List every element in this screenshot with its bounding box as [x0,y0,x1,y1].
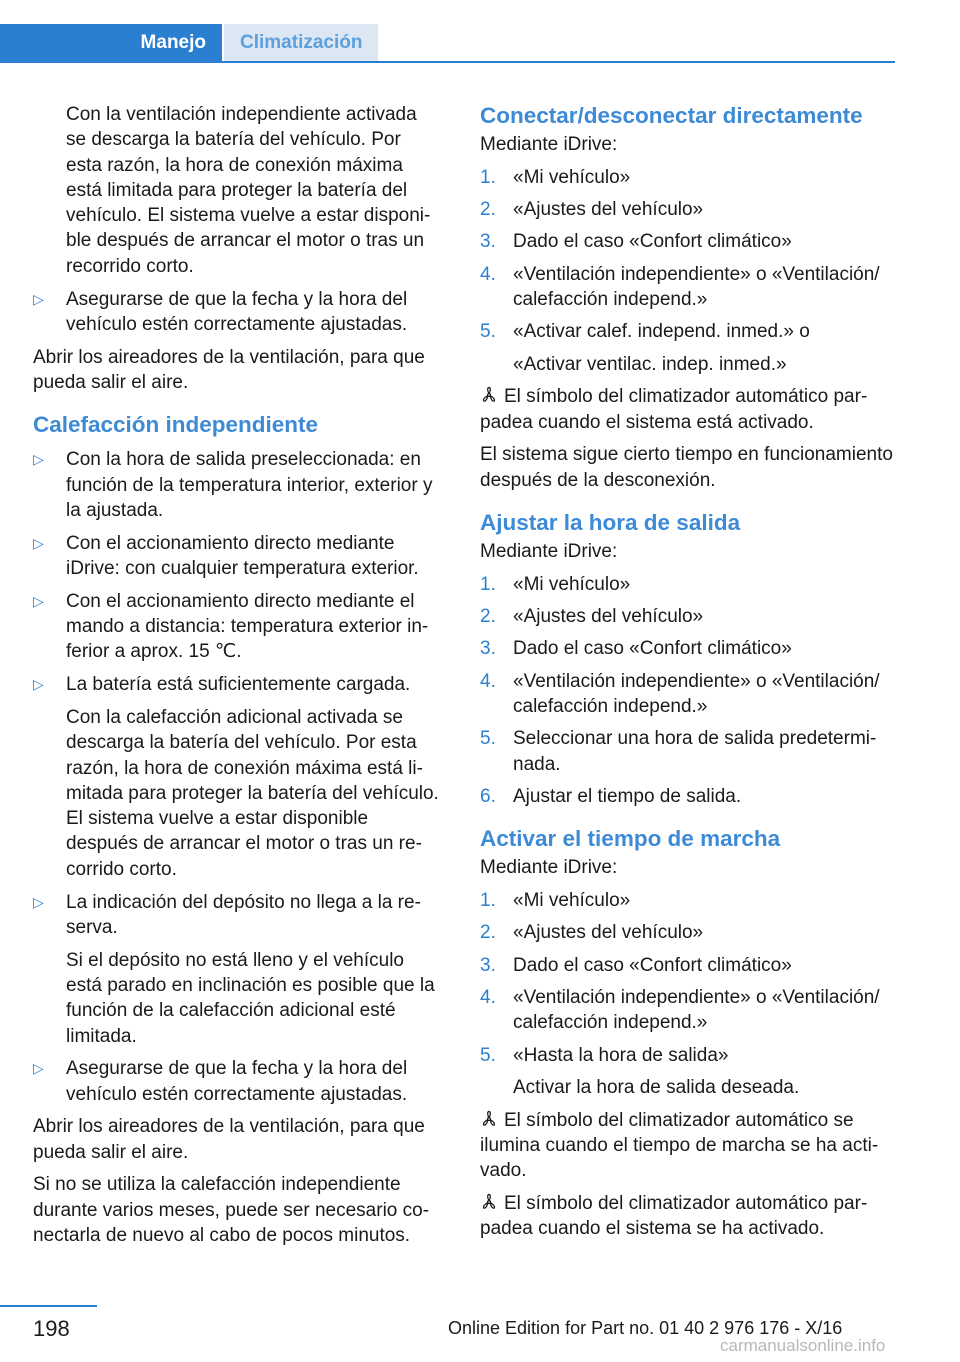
bullet-item: ▷ Asegurarse de que la fecha y la hora del vehículo estén correctamente ajustadas. [33,1058,408,1105]
numbered-list [480,165,900,378]
lead-text: Mediante iDrive: [480,857,618,879]
section-heading: Conectar/desconectar directamente [480,103,863,128]
section-heading: Activar el tiempo de marcha [480,826,781,852]
bullet-item: ▷ Con la hora de salida preseleccionada: en función de la temperatura interior, exterior y la ajustada. [33,449,433,521]
list-item: 2. «Ajustes del vehículo» [480,199,704,221]
bullet-subtext: Con la calefacción adicional activada se descarga la batería del vehículo. Por esta razón, la hora de conexión máxima está limitada para proteger la batería del vehículo. El sistema vuelve a estar disponible después de arrancar el motor o tras un recorrido corto. [66,706,439,880]
list-item: 5. «Hasta la hora de salida» Activar la hora de salida deseada. [480,1043,900,1101]
bullet-triangle-icon: ▷ [33,592,44,609]
list-subtext: «Activar ventilac. indep. inmed.» [513,354,787,376]
lead-text: Mediante iDrive: [480,541,618,563]
section-tab-manejo[interactable] [0,24,222,63]
bullet-triangle-icon: ▷ [33,534,44,551]
bullet-triangle-icon: ▷ [33,290,44,307]
bullet-triangle-icon: ▷ [33,451,44,468]
list-item: 5. Seleccionar una hora de salida predeterminada. [480,728,877,775]
list-item: 1. «Mi vehículo» [480,573,631,595]
right-column [480,102,900,1249]
fan-icon [480,1193,498,1211]
list-item: 2. «Ajustes del vehículo» [480,922,704,944]
edition-line: Online Edition for Part no. 01 40 2 976 176 - X/16 [448,1318,843,1338]
left-column [33,102,441,1256]
paragraph: Abrir los aireadores de la ventilación, para que pueda salir el aire. [33,346,425,393]
watermark: carmanualsonline.info [720,1336,886,1355]
list-item: 1. «Mi vehículo» [480,166,631,188]
footer-rule [0,1305,97,1307]
list-item: 4. «Ventilación independiente» o «Ventilación/ calefacción independ.» [480,986,880,1034]
list-item: 3. Dado el caso «Confort climático» [480,954,792,976]
symbol-note: El símbolo del climatizador automático se ilumina cuando el tiempo de marcha se ha activado. [480,1109,879,1182]
fan-icon [480,386,498,404]
bullet-item: ▷ La indicación del depósito no llega a la reserva. Si el depósito no está lleno y el vehículo está parado en inclinación es posible que la función de la calefacción adicional esté limitada. [33,890,441,1049]
section-tab-label: Manejo [140,32,206,53]
bullet-triangle-icon: ▷ [33,893,44,910]
bullet-subtext: Si el depósito no está lleno y el vehículo está parado en inclinación es posible que la función de la calefacción adicional esté limitada. [66,949,435,1047]
lead-text: Mediante iDrive: [480,134,618,155]
bullet-item: ▷ Con el accionamiento directo mediante el mando a distancia: temperatura exterior inferior a aprox. 15 ℃. [33,590,429,663]
header-rule [0,61,895,63]
list-item: 4. «Ventilación independiente» o «Ventilación/ calefacción independ.» [480,263,880,310]
symbol-note: El símbolo del climatizador automático parpadea cuando el sistema está activado. [480,386,868,433]
bullet-triangle-icon: ▷ [33,676,44,693]
paragraph: Abrir los aireadores de la ventilación, para que pueda salir el aire. [33,1116,425,1163]
section-tab-label: Climatización [240,32,363,53]
list-item: 3. Dado el caso «Confort climático» [480,638,792,660]
bullet-item: ▷ Con el accionamiento directo mediante iDrive: con cualquier temperatura exterior. [33,532,419,579]
bullet-item: ▷ La batería está suficientemente cargada. Con la calefacción adicional activada se descarga la batería del vehículo. Por esta razón, la hora de conexión máxima está limitada para proteger la batería del vehículo. El sistema vuelve a estar disponible después de arrancar el motor o tras un recorrido corto. [33,672,441,882]
page-number: 198 [33,1316,70,1341]
section-heading: Calefacción independiente [33,412,319,438]
paragraph: El sistema sigue cierto tiempo en funcionamiento después de la desconexión. [480,444,893,491]
list-item: 1. «Mi vehículo» [480,890,631,912]
list-item: 3. Dado el caso «Confort climático» [480,231,792,253]
numbered-list [480,888,900,1101]
list-item: 4. «Ventilación independiente» o «Ventilación/ calefacción independ.» [480,670,880,718]
section-tab-climatizacion[interactable] [224,24,378,61]
bullet-item: ▷ Asegurarse de que la fecha y la hora del vehículo estén correctamente ajustadas. [33,288,408,335]
page-header [0,0,960,64]
list-subtext: Activar la hora de salida deseada. [513,1077,800,1099]
section-heading: Ajustar la hora de salida [480,510,741,536]
paragraph: Si no se utiliza la calefacción independiente durante varios meses, puede ser necesario conectarla de nuevo al cabo de pocos minutos. [33,1174,430,1247]
intro-paragraph: Con la ventilación independiente activada se descarga la batería del vehículo. Por esta razón, la hora de conexión máxima está limitada para proteger la batería del vehículo. El sistema vuelve a estar disponible después de arrancar el motor o tras un recorrido corto. [66,104,431,277]
heater-bullet-list [33,447,441,1107]
list-item: 6. Ajustar el tiempo de salida. [480,785,742,807]
numbered-list [480,572,900,809]
fan-icon [480,1110,498,1128]
symbol-note: El símbolo del climatizador automático parpadea cuando el sistema se ha activado. [480,1193,868,1240]
bullet-triangle-icon: ▷ [33,1060,44,1077]
list-item: 5. «Activar calef. independ. inmed.» o «Activar ventilac. indep. inmed.» [480,319,900,377]
list-item: 2. «Ajustes del vehículo» [480,606,704,628]
